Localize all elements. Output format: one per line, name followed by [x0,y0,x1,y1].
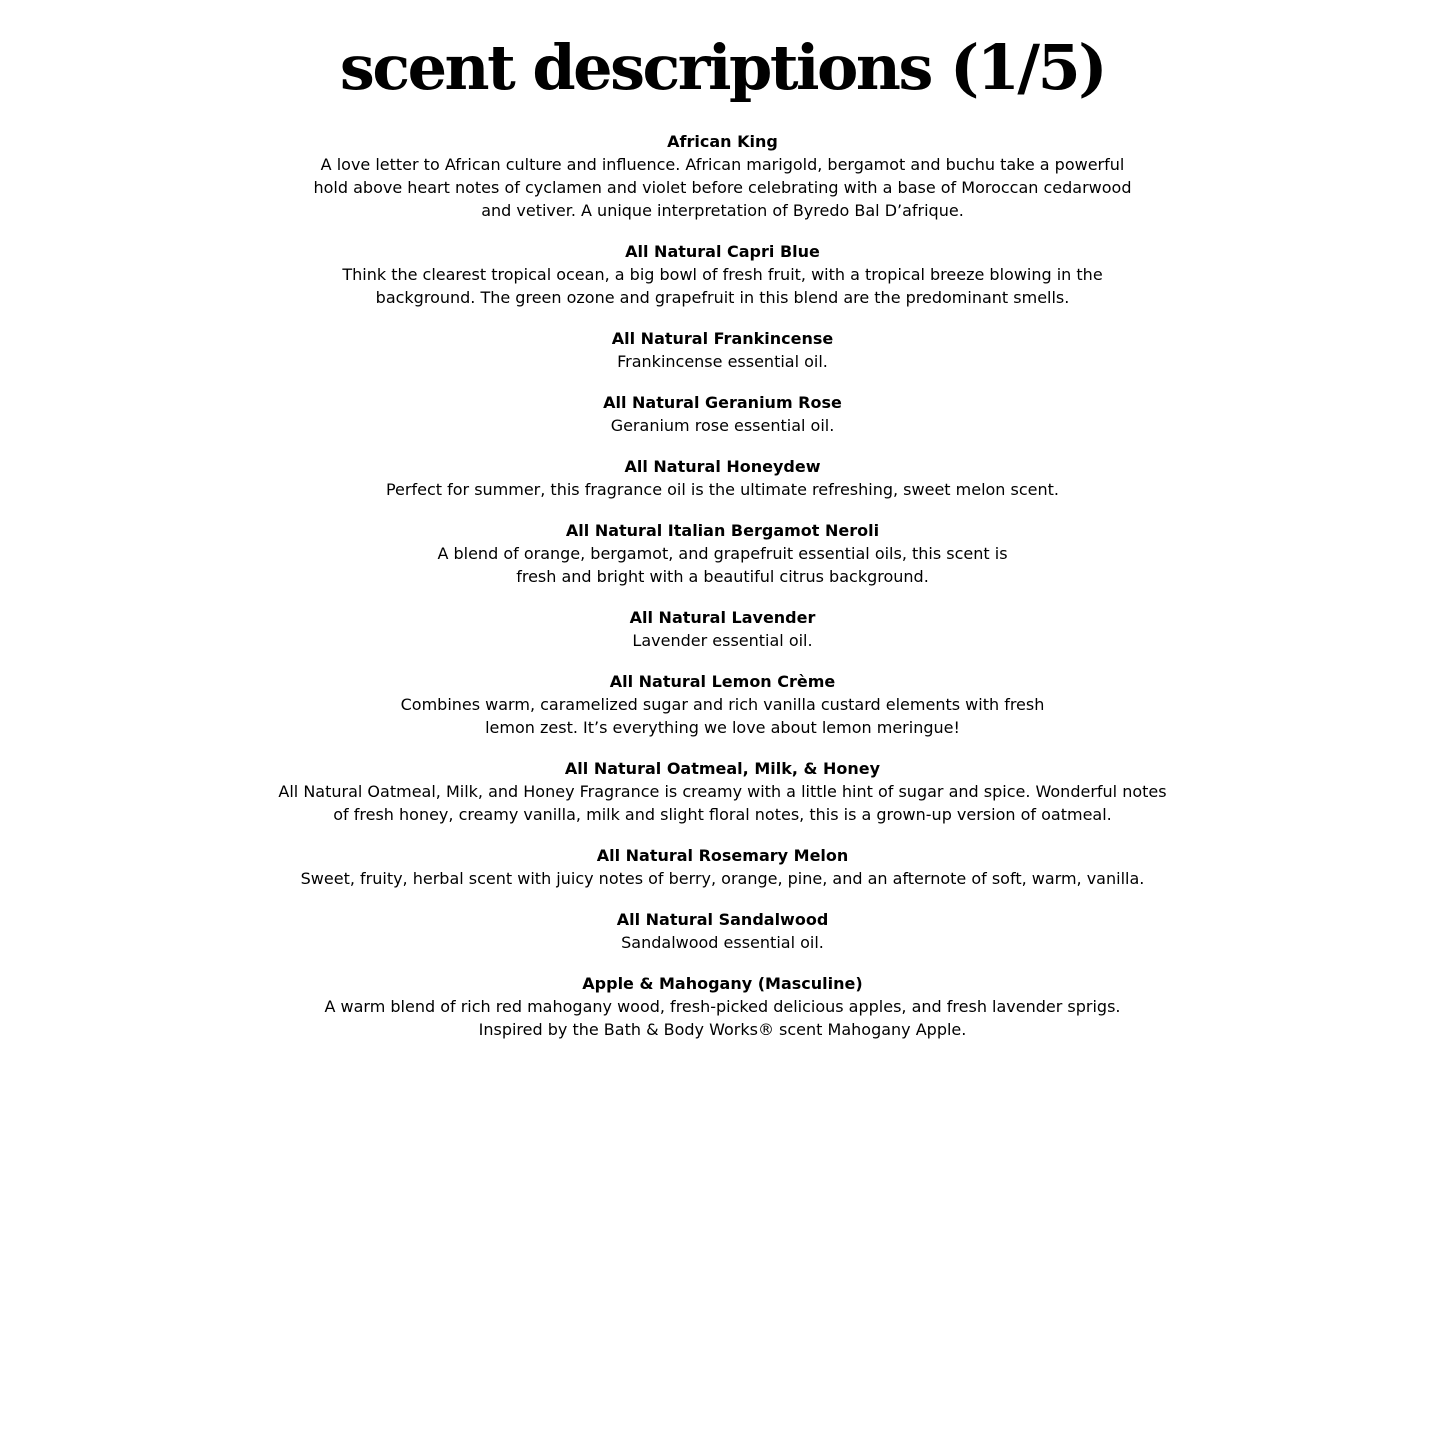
scent-description: Frankincense essential oil. [617,352,828,371]
scent-entry [0,240,1445,309]
scent-list [0,130,1445,1041]
scent-description: Perfect for summer, this fragrance oil is the ultimate refreshing, sweet melon scent. [385,480,1060,499]
scent-name: All Natural Sandalwood [616,910,829,929]
scent-name: All Natural Italian Bergamot Neroli [565,521,880,540]
scent-name: All Natural Lemon Crème [609,672,836,691]
scent-entry [0,844,1445,890]
scent-entry [0,908,1445,954]
scent-description: Think the clearest tropical ocean, a big bowl of fresh fruit, with a tropical breeze blowing in the background. The green ozone and grapefruit in this blend are the predominant smells. [342,265,1103,307]
scent-name: Apple & Mahogany (Masculine) [582,974,863,993]
scent-entry [0,391,1445,437]
scent-entry [0,327,1445,373]
scent-name: All Natural Frankincense [611,329,834,348]
scent-description: Geranium rose essential oil. [610,416,835,435]
scent-name: All Natural Honeydew [624,457,821,476]
scent-description: Combines warm, caramelized sugar and rich vanilla custard elements with fresh lemon zest. It’s everything we love about lemon meringue! [400,695,1045,737]
scent-name: All Natural Capri Blue [625,242,820,261]
scent-name: African King [667,132,778,151]
scent-entry [0,972,1445,1041]
scent-entry [0,455,1445,501]
scent-entry [0,757,1445,826]
scent-entry [0,606,1445,652]
scent-description: A love letter to African culture and influence. African marigold, bergamot and buchu take a powerful hold above heart notes of cyclamen and violet before celebrating with a base of Moroccan cedarwood and vetiver. A unique interpretation of Byredo Bal D’afrique. [313,155,1132,220]
scent-description: All Natural Oatmeal, Milk, and Honey Fragrance is creamy with a little hint of sugar and spice. Wonderful notes of fresh honey, creamy vanilla, milk and slight floral notes, this is a grown-up version of oatmeal. [278,782,1167,824]
scent-entry [0,670,1445,739]
scent-name: All Natural Lavender [629,608,816,627]
scent-description: Sweet, fruity, herbal scent with juicy notes of berry, orange, pine, and an afternote of soft, warm, vanilla. [300,869,1145,888]
scent-name: All Natural Rosemary Melon [596,846,849,865]
scent-description: A warm blend of rich red mahogany wood, fresh-picked delicious apples, and fresh lavender sprigs. Inspired by the Bath & Body Works® scent Mahogany Apple. [324,997,1121,1039]
scent-name: All Natural Geranium Rose [603,393,842,412]
scent-entry [0,519,1445,588]
scent-description: A blend of orange, bergamot, and grapefruit essential oils, this scent is fresh and bright with a beautiful citrus background. [437,544,1008,586]
scent-description: Sandalwood essential oil. [621,933,824,952]
scent-name: All Natural Oatmeal, Milk, & Honey [564,759,881,778]
scent-entry [0,130,1445,222]
scent-description: Lavender essential oil. [632,631,813,650]
page-title: scent descriptions (1/5) [339,31,1106,104]
